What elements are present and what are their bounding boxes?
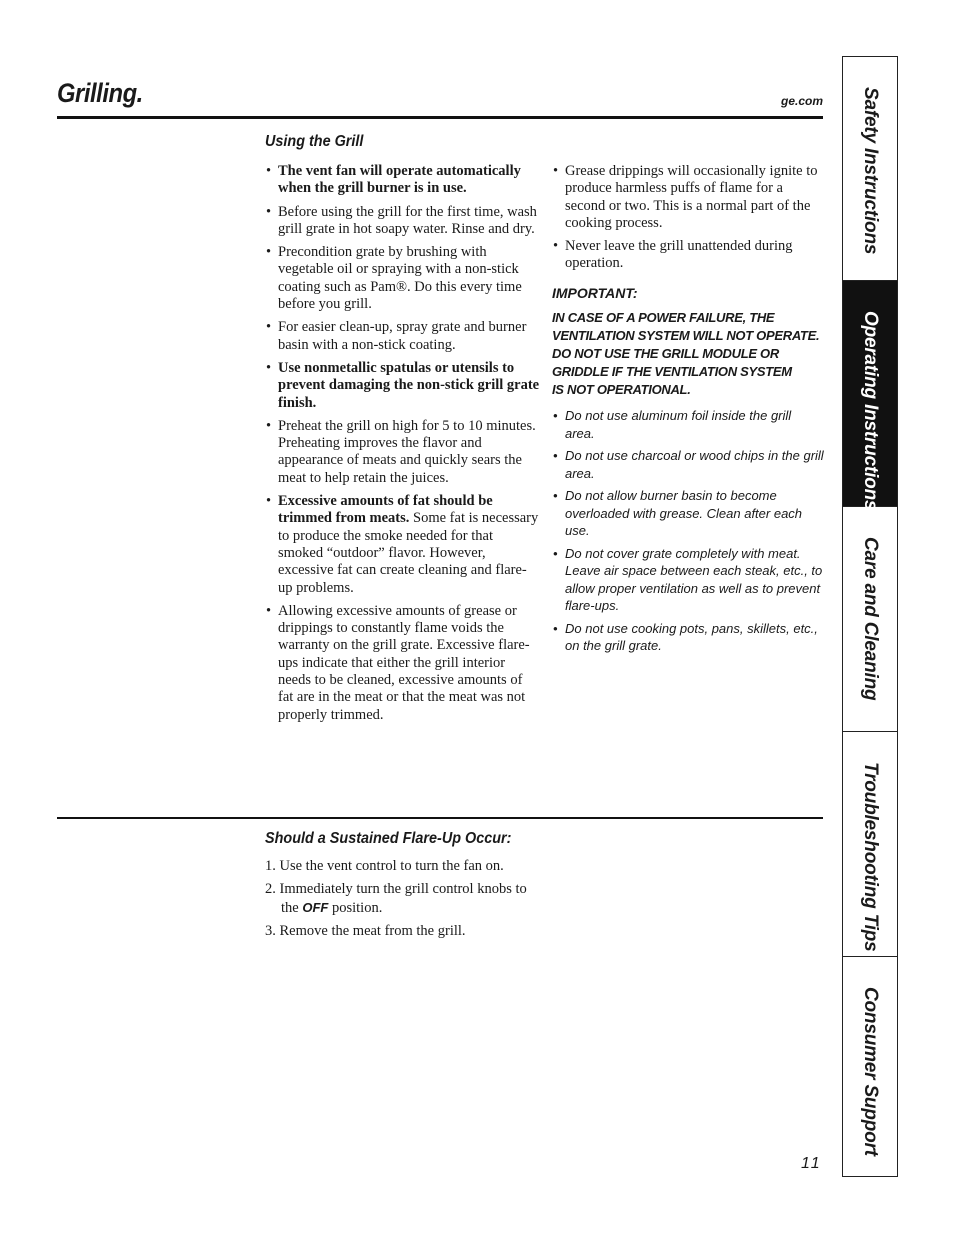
tab-operating-instructions[interactable] bbox=[843, 281, 897, 511]
step-item: 3. Remove the meat from the grill. bbox=[265, 922, 466, 939]
section-divider bbox=[57, 817, 823, 819]
item-text: Before using the grill for the first time, wash grill grate in hot soapy water. Rinse and dry. bbox=[278, 203, 537, 237]
step-item: 1. Use the vent control to turn the fan on. bbox=[265, 858, 504, 874]
off-label: OFF bbox=[302, 899, 329, 915]
site-url: ge.com bbox=[780, 94, 823, 108]
page-title: Grilling. bbox=[57, 78, 143, 108]
list-item bbox=[265, 204, 540, 239]
item-text: Preheat the grill on high for 5 to 10 minutes. Preheating improves the flavor and appearance of meats and quickly sears the meat to help retain the juices. bbox=[278, 417, 536, 486]
using-grill-heading: Using the Grill bbox=[265, 133, 364, 150]
bold-text: Excessive amounts of fat should be trimmed from meats. bbox=[278, 493, 493, 527]
tab-label: Operating Instructions bbox=[860, 311, 881, 511]
tab-safety-instructions[interactable] bbox=[843, 57, 897, 281]
power-failure-warning: IN CASE OF A POWER FAILURE, THE VENTILATION SYSTEM WILL NOT OPERATE. DO NOT USE THE GRILL MODULE OR GRIDDLE IF THE VENTILATION SYSTEM IS NOT OPERATIONAL. bbox=[552, 310, 820, 398]
tab-label: Troubleshooting Tips bbox=[860, 762, 881, 952]
list-item: • Do not use cooking pots, pans, skillets, etc., on the grill grate. bbox=[552, 620, 824, 655]
using-grill-right-list bbox=[552, 163, 824, 273]
important-label: IMPORTANT: bbox=[552, 284, 638, 301]
flare-up-heading: Should a Sustained Flare-Up Occur: bbox=[265, 830, 512, 847]
tab-label: Safety Instructions bbox=[860, 87, 881, 255]
tab-label: Care and Cleaning bbox=[860, 537, 881, 701]
step-text: position. bbox=[328, 899, 383, 916]
step-text: 2. Immediately turn the grill control knobs to the bbox=[265, 881, 527, 916]
tab-troubleshooting-tips[interactable] bbox=[843, 732, 897, 957]
list-item: • Grease drippings will occasionally ignite to produce harmless puffs of flame for a second or two. This is a normal part of the cooking process. bbox=[552, 163, 824, 232]
step-item bbox=[265, 881, 530, 917]
important-list bbox=[552, 407, 824, 655]
tab-label: Consumer Support bbox=[860, 987, 881, 1156]
list-item: • Do not use aluminum foil inside the grill area. bbox=[552, 407, 824, 442]
list-item: • Do not use charcoal or wood chips in the grill area. bbox=[552, 447, 824, 482]
bold-text: The vent fan will operate automatically when the grill burner is in use. bbox=[278, 163, 521, 197]
list-item: • Do not cover grate completely with meat. Leave air space between each steak, etc., to allow proper ventilation as well as to prevent flare-ups. bbox=[552, 545, 824, 615]
list-item bbox=[265, 319, 540, 354]
using-grill-left-column bbox=[265, 163, 540, 730]
item-text: For easier clean-up, spray grate and burner basin with a non-stick coating. bbox=[278, 319, 527, 353]
item-text: Precondition grate by brushing with vegetable oil or spraying with a non-stick coating such as Pam®. Do this every time before you grill. bbox=[278, 244, 522, 313]
tab-care-and-cleaning[interactable] bbox=[843, 507, 897, 732]
using-grill-right-column bbox=[552, 163, 824, 660]
using-grill-left-list bbox=[265, 163, 540, 724]
bold-text: Use nonmetallic spatulas or utensils to prevent damaging the non-stick grill grate finish. bbox=[278, 359, 540, 411]
list-item bbox=[265, 493, 540, 597]
item-text: Allowing excessive amounts of grease or drippings to constantly flame voids the warranty on the grill grate. Excessive flare-ups indicate that either the grill interior needs to be cleaned, excessive amounts of fat are in the meat or that the meat was not properly trimmed. bbox=[278, 602, 530, 723]
list-item bbox=[265, 360, 540, 412]
section-tab-bar bbox=[842, 56, 898, 1177]
list-item: • Do not allow burner basin to become overloaded with grease. Clean after each use. bbox=[552, 487, 824, 540]
tab-consumer-support[interactable] bbox=[843, 957, 897, 1176]
list-item bbox=[265, 163, 540, 198]
list-item bbox=[265, 244, 540, 313]
list-item: • Never leave the grill unattended during operation. bbox=[552, 238, 824, 273]
page-number: 11 bbox=[801, 1155, 822, 1172]
header-divider bbox=[57, 116, 823, 119]
flare-up-steps bbox=[265, 858, 530, 946]
list-item bbox=[265, 603, 540, 724]
list-item bbox=[265, 418, 540, 487]
item-text: Some fat is necessary to produce the smoke needed for that smoked “outdoor” flavor. However, excessive fat can create cleaning and flare-up problems. bbox=[278, 510, 539, 596]
